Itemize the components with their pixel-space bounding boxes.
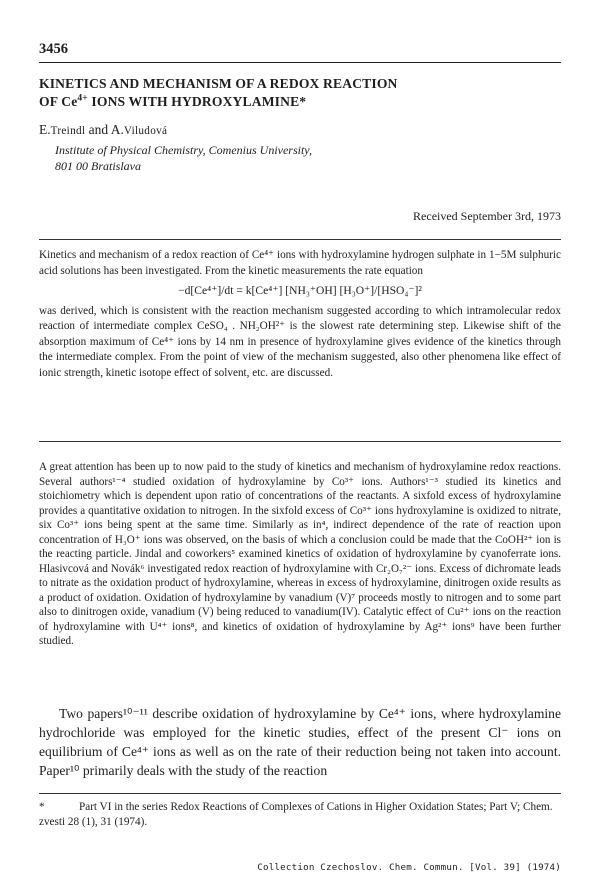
abstract	[39, 248, 561, 381]
title-line-2	[39, 93, 559, 111]
affiliation	[55, 142, 312, 174]
footnote-text: Part VI in the series Redox Reactions of Complexes of Cations in Higher Oxidation States; Part V; Chem. zvesti 28 (1), 31 (1974).	[39, 801, 553, 828]
author-1-name: Treindl	[50, 125, 86, 137]
abstract-rule-top	[39, 239, 561, 240]
author-2-initial: A.	[110, 122, 124, 137]
author-1-initial: E.	[39, 122, 51, 137]
rate-equation: −d[Ce⁴⁺]/dt = k[Ce⁴⁺] [NH₃⁺OH] [H₃O⁺]/[HSO₄⁻]²	[178, 284, 422, 297]
introduction	[39, 460, 561, 649]
article-title	[39, 75, 559, 111]
affiliation-line-1: Institute of Physical Chemistry, Comenius University,	[55, 143, 312, 157]
title-line-2-pre: OF Ce	[39, 94, 78, 109]
abstract-paragraph-1: Kinetics and mechanism of a redox reaction of Ce⁴⁺ ions with hydroxylamine hydrogen sulphate in 1−5M sulphuric acid solutions has been investigated. From the kinetic measurements the rate equation	[39, 249, 561, 277]
footnote	[39, 800, 561, 830]
title-line-1: KINETICS AND MECHANISM OF A REDOX REACTION	[39, 76, 398, 91]
header-rule	[39, 62, 561, 63]
intro-paragraph: A great attention has been up to now paid to the study of kinetics and mechanism of hydroxylamine redox reactions. Several authors¹⁻⁴ studied oxidation of hydroxylamine by Co³⁺ ions. Authors¹⁻³ studied its kinetics and stoichiometry which is dependent upon ratio of concentrations of the reactants. A sixfold excess of hydroxylamine provides a quantitative oxidation to nitrogen. In the sixfold excess of Co³⁺ ions hydroxylamine is oxidized to nitrate, six Co³⁺ ions being spent at the same time. Similarly as in⁴, indirect dependence of the rate of reaction upon concentration of H₃O⁺ ions was observed, on the basis of which a conclusion could be made that the CoOH²⁺ ion is the reacting particle. Jindal and coworkers⁵ examined kinetics of oxidation of hydroxylamine by cyanoferrate ions. Hlasivcová and Novák⁶ investigated redox reaction of hydroxylamine with Cr₂O₇²⁻ ions. Excess of dichromate leads to nitrate as the oxidation product of hydroxylamine, whereas in excess of hydroxylamine, dinitrogen oxide results as a product of oxidation. Oxidation of hydroxylamine by vanadium (V)⁷ proceeds mostly to nitrogen and to some part also to dinitrogen oxide, vanadium (V) being reduced to vanadium(IV). Catalytic effect of Cu²⁺ ions on the reaction of hydroxylamine with U⁴⁺ ions⁸, and kinetics of oxidation of hydroxylamine by Ag²⁺ ions⁹ have been further studied.	[39, 461, 561, 647]
received-date: Received September 3rd, 1973	[413, 209, 561, 223]
footnote-mark: *	[39, 801, 45, 813]
journal-citation: Collection Czechoslov. Chem. Commun. [Vol. 39] (1974)	[257, 862, 561, 873]
title-line-2-post: IONS WITH HYDROXYLAMINE*	[87, 94, 307, 109]
title-superscript: 4+	[77, 93, 88, 104]
authors	[39, 122, 167, 138]
author-2-name: Viludová	[123, 125, 168, 137]
author-separator: and	[85, 122, 111, 137]
footnote-rule	[39, 793, 561, 794]
abstract-rule-bottom	[39, 441, 561, 442]
page-number: 3456	[39, 41, 68, 57]
body-text	[39, 704, 561, 780]
body-paragraph: Two papers¹⁰⁻¹¹ describe oxidation of hydroxylamine by Ce⁴⁺ ions, where hydroxylamine hydrochloride was employed for the kinetic studies, effect of the present Cl⁻ ions on equilibrium of Ce⁴⁺ ions as well as on the rate of their reduction being not taken into account. Paper¹⁰ primarily deals with the study of the reaction	[39, 706, 561, 778]
abstract-paragraph-2: was derived, which is consistent with the reaction mechanism suggested according to which intramolecular redox reaction of intermediate complex CeSO₄ . NH₂OH²⁺ is the slowest rate determining step. Likewise shift of the absorption maximum of Ce⁴⁺ ions by 14 nm in presence of hydroxylamine gives evidence of the kinetics through the intermediate complex. From the point of view of the mechanism suggested, also other phenomena like effect of ionic strength, kinetic isotope effect of solvent, etc. are discussed.	[39, 304, 561, 379]
affiliation-line-2: 801 00 Bratislava	[55, 159, 141, 173]
